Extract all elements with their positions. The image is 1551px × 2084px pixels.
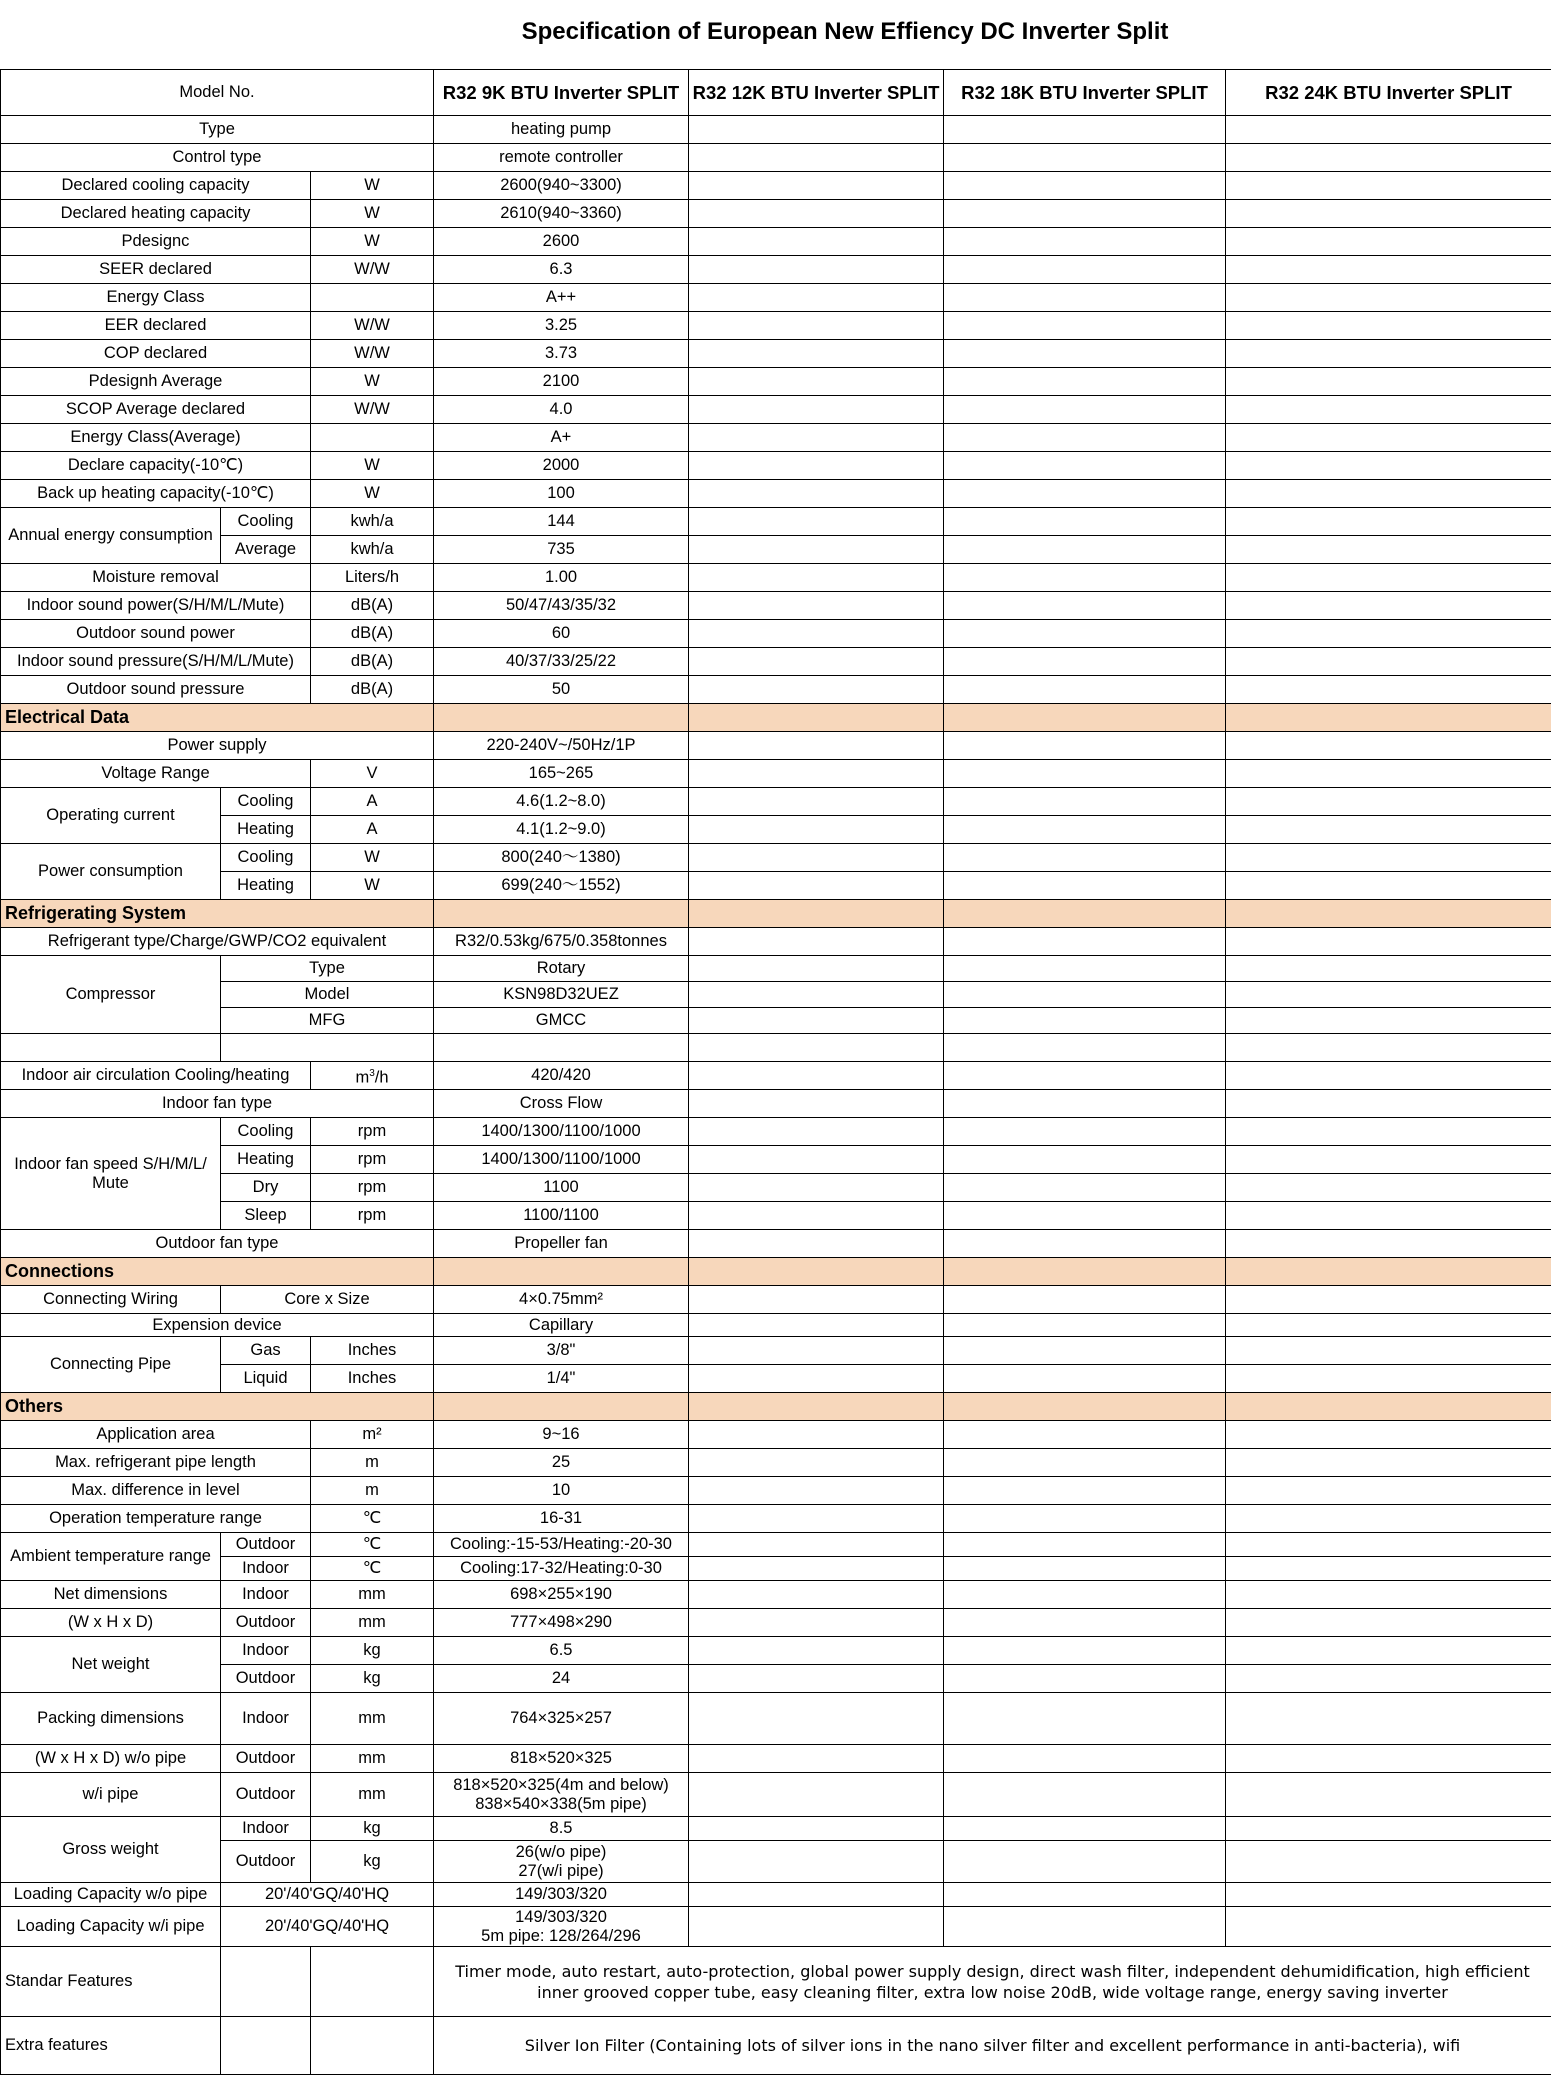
operating-current-unit: A (311, 816, 434, 844)
level-diff-unit: m (311, 1477, 434, 1505)
table-row (1, 1202, 1551, 1230)
table-row (1, 1773, 1551, 1817)
energy-class-avg-label: Energy Class(Average) (1, 424, 311, 452)
compressor-label: Compressor (1, 956, 221, 1034)
table-row (1, 256, 1551, 284)
table-row (1, 1533, 1551, 1557)
op-temp-value: 16-31 (434, 1505, 689, 1533)
section-electrical-label: Electrical Data (1, 704, 434, 732)
fan-speed-label: Indoor fan speed S/H/M/L/ Mute (1, 1118, 221, 1230)
table-row (1, 676, 1551, 704)
table-row (1, 1421, 1551, 1449)
power-supply-label: Power supply (1, 732, 434, 760)
packing-dim-indoor-label: Indoor (221, 1693, 311, 1745)
air-circulation-label: Indoor air circulation Cooling/heating (1, 1062, 311, 1090)
extra-features-text: Silver Ion Filter (Containing lots of silver ions in the nano silver filter and excellent performance in anti-bacteria), wifi (434, 2017, 1551, 2075)
net-weight-indoor-value: 6.5 (434, 1637, 689, 1665)
ambient-indoor-label: Indoor (221, 1557, 311, 1581)
declare-capacity-label: Declare capacity(-10℃) (1, 452, 311, 480)
table-row (1, 816, 1551, 844)
backup-heating-value: 100 (434, 480, 689, 508)
section-refrigerating (1, 900, 1551, 928)
table-row (1, 1745, 1551, 1773)
indoor-fan-type-value: Cross Flow (434, 1090, 689, 1118)
table-row (1, 172, 1551, 200)
power-consumption-cooling-value: 800(240～1380) (434, 844, 689, 872)
table-row (1, 1230, 1551, 1258)
seer-value: 6.3 (434, 256, 689, 284)
pdesignc-unit: W (311, 228, 434, 256)
indoor-sound-power-value: 50/47/43/35/32 (434, 592, 689, 620)
table-row (1, 1609, 1551, 1637)
operating-current-cooling-value: 4.6(1.2~8.0) (434, 788, 689, 816)
table-row (1, 480, 1551, 508)
table-row (1, 648, 1551, 676)
cooling-capacity-label: Declared cooling capacity (1, 172, 311, 200)
gross-weight-label: Gross weight (1, 1817, 221, 1883)
cop-value: 3.73 (434, 340, 689, 368)
refrigerant-value: R32/0.53kg/675/0.358tonnes (434, 928, 689, 956)
wiring-label: Connecting Wiring (1, 1286, 221, 1314)
table-row (1, 760, 1551, 788)
compressor-mfg-value: GMCC (434, 1008, 689, 1034)
table-row (1, 116, 1551, 144)
cooling-capacity-unit: W (311, 172, 434, 200)
outdoor-sound-pressure-label: Outdoor sound pressure (1, 676, 311, 704)
packing-dim-label: Packing dimensions (1, 1693, 221, 1745)
table-row (1, 844, 1551, 872)
operating-current-unit: A (311, 788, 434, 816)
table-row (1, 788, 1551, 816)
operating-current-heating-value: 4.1(1.2~9.0) (434, 816, 689, 844)
outdoor-sound-power-value: 60 (434, 620, 689, 648)
table-row (1, 982, 1551, 1008)
annual-energy-average-label: Average (221, 536, 311, 564)
packing-dim-unit: mm (311, 1693, 434, 1745)
table-row (1, 620, 1551, 648)
loading-wo-sub: 20'/40'GQ/40'HQ (221, 1883, 434, 1907)
pdesignh-unit: W (311, 368, 434, 396)
section-others (1, 1393, 1551, 1421)
fan-speed-sleep-value: 1100/1100 (434, 1202, 689, 1230)
pipe-length-label: Max. refrigerant pipe length (1, 1449, 311, 1477)
table-row (1, 1883, 1551, 1907)
outdoor-sound-power-unit: dB(A) (311, 620, 434, 648)
annual-energy-cooling-value: 144 (434, 508, 689, 536)
compressor-model-label: Model (221, 982, 434, 1008)
fan-speed-cooling-value: 1400/1300/1100/1000 (434, 1118, 689, 1146)
table-row (1, 1477, 1551, 1505)
table-row (1, 1174, 1551, 1202)
spec-table (0, 69, 1551, 2075)
table-row (1, 536, 1551, 564)
scop-value: 4.0 (434, 396, 689, 424)
eer-value: 3.25 (434, 312, 689, 340)
pdesignc-label: Pdesignc (1, 228, 311, 256)
gross-weight-outdoor-label: Outdoor (221, 1841, 311, 1883)
table-row (1, 396, 1551, 424)
control-type-value: remote controller (434, 144, 689, 172)
table-row (1, 872, 1551, 900)
table-row (1, 956, 1551, 982)
operating-current-cooling-label: Cooling (221, 788, 311, 816)
voltage-range-value: 165~265 (434, 760, 689, 788)
table-row (1, 508, 1551, 536)
declare-capacity-unit: W (311, 452, 434, 480)
table-row (1, 1907, 1551, 1947)
table-row (1, 340, 1551, 368)
standard-features-label: Standar Features (1, 1947, 221, 2017)
page-title: Specification of European New Effiency DC Inverter Split (521, 18, 1169, 45)
scop-label: SCOP Average declared (1, 396, 311, 424)
loading-wi-label: Loading Capacity w/i pipe (1, 1907, 221, 1947)
net-dim-unit: mm (311, 1609, 434, 1637)
table-row (1, 1557, 1551, 1581)
indoor-sound-pressure-label: Indoor sound pressure(S/H/M/L/Mute) (1, 648, 311, 676)
gross-weight-indoor-label: Indoor (221, 1817, 311, 1841)
energy-class-label: Energy Class (1, 284, 311, 312)
model-12k-header: R32 12K BTU Inverter SPLIT (689, 70, 944, 116)
voltage-range-label: Voltage Range (1, 760, 311, 788)
fan-speed-heating-value: 1400/1300/1100/1000 (434, 1146, 689, 1174)
table-row (1, 1365, 1551, 1393)
table-row (1, 1841, 1551, 1883)
annual-energy-cooling-label: Cooling (221, 508, 311, 536)
application-area-value: 9~16 (434, 1421, 689, 1449)
packing-wi-outdoor-label: Outdoor (221, 1773, 311, 1817)
table-row (1, 1146, 1551, 1174)
net-weight-outdoor-value: 24 (434, 1665, 689, 1693)
model-24k-header: R32 24K BTU Inverter SPLIT (1226, 70, 1551, 116)
pdesignh-value: 2100 (434, 368, 689, 396)
gross-weight-unit: kg (311, 1817, 434, 1841)
net-dim-outdoor-value: 777×498×290 (434, 1609, 689, 1637)
backup-heating-label: Back up heating capacity(-10℃) (1, 480, 311, 508)
application-area-label: Application area (1, 1421, 311, 1449)
power-consumption-heating-label: Heating (221, 872, 311, 900)
declare-capacity-value: 2000 (434, 452, 689, 480)
table-row (1, 928, 1551, 956)
pipe-length-unit: m (311, 1449, 434, 1477)
application-area-unit: m² (311, 1421, 434, 1449)
packing-wo-outdoor-label: Outdoor (221, 1745, 311, 1773)
table-row (1, 1693, 1551, 1745)
net-weight-outdoor-label: Outdoor (221, 1665, 311, 1693)
indoor-sound-power-unit: dB(A) (311, 592, 434, 620)
indoor-sound-power-label: Indoor sound power(S/H/M/L/Mute) (1, 592, 311, 620)
heating-capacity-unit: W (311, 200, 434, 228)
seer-unit: W/W (311, 256, 434, 284)
outdoor-sound-pressure-value: 50 (434, 676, 689, 704)
outdoor-fan-type-value: Propeller fan (434, 1230, 689, 1258)
section-connections-label: Connections (1, 1258, 434, 1286)
table-row (1, 1505, 1551, 1533)
compressor-type-value: Rotary (434, 956, 689, 982)
moisture-value: 1.00 (434, 564, 689, 592)
model-9k-header: R32 9K BTU Inverter SPLIT (434, 70, 689, 116)
table-row (1, 1947, 1551, 2017)
power-consumption-unit: W (311, 872, 434, 900)
operating-current-label: Operating current (1, 788, 221, 844)
power-consumption-heating-value: 699(240～1552) (434, 872, 689, 900)
fan-speed-unit: rpm (311, 1118, 434, 1146)
packing-wi-label: w/i pipe (1, 1773, 221, 1817)
ambient-outdoor-value: Cooling:-15-53/Heating:-20-30 (434, 1533, 689, 1557)
packing-dim-indoor-value: 764×325×257 (434, 1693, 689, 1745)
ambient-label: Ambient temperature range (1, 1533, 221, 1581)
power-consumption-unit: W (311, 844, 434, 872)
packing-wi-value: 818×520×325(4m and below) 838×540×338(5m pipe) (434, 1773, 689, 1817)
op-temp-label: Operation temperature range (1, 1505, 311, 1533)
pipe-gas-label: Gas (221, 1337, 311, 1365)
cop-unit: W/W (311, 340, 434, 368)
net-dim-indoor-label: Indoor (221, 1581, 311, 1609)
table-row (1, 2017, 1551, 2075)
extra-features-label: Extra features (1, 2017, 221, 2075)
power-consumption-label: Power consumption (1, 844, 221, 900)
fan-speed-unit: rpm (311, 1202, 434, 1230)
table-row (1, 1817, 1551, 1841)
op-temp-unit: ℃ (311, 1505, 434, 1533)
section-refrigerating-label: Refrigerating System (1, 900, 434, 928)
table-row (1, 312, 1551, 340)
seer-label: SEER declared (1, 256, 311, 284)
net-dim-unit: mm (311, 1581, 434, 1609)
compressor-type-label: Type (221, 956, 434, 982)
level-diff-label: Max. difference in level (1, 1477, 311, 1505)
table-row (1, 1062, 1551, 1090)
fan-speed-dry-label: Dry (221, 1174, 311, 1202)
standard-features-text: Timer mode, auto restart, auto-protection, global power supply design, direct wash filter, independent dehumidification, high efficient inner grooved copper tube, easy cleaning filter, extra low noise 20dB, wide voltage range, energy saving inverter (434, 1947, 1551, 2017)
moisture-label: Moisture removal (1, 564, 311, 592)
scop-unit: W/W (311, 396, 434, 424)
refrigerant-label: Refrigerant type/Charge/GWP/CO2 equivalent (1, 928, 434, 956)
indoor-fan-type-label: Indoor fan type (1, 1090, 434, 1118)
table-row (1, 1665, 1551, 1693)
cooling-capacity-value: 2600(940~3300) (434, 172, 689, 200)
gross-weight-outdoor-value: 26(w/o pipe) 27(w/i pipe) (434, 1841, 689, 1883)
packing-wo-value: 818×520×325 (434, 1745, 689, 1773)
control-type-label: Control type (1, 144, 434, 172)
net-dim-whd-label: (W x H x D) (1, 1609, 221, 1637)
fan-speed-unit: rpm (311, 1174, 434, 1202)
table-row (1, 1337, 1551, 1365)
loading-wi-value: 149/303/320 5m pipe: 128/264/296 (434, 1907, 689, 1947)
table-row (1, 424, 1551, 452)
level-diff-value: 10 (434, 1477, 689, 1505)
section-others-label: Others (1, 1393, 434, 1421)
cop-label: COP declared (1, 340, 311, 368)
net-weight-unit: kg (311, 1665, 434, 1693)
net-weight-unit: kg (311, 1637, 434, 1665)
pipe-liquid-value: 1/4" (434, 1365, 689, 1393)
annual-energy-average-value: 735 (434, 536, 689, 564)
table-row (1, 1581, 1551, 1609)
table-row (1, 1314, 1551, 1337)
pipe-length-value: 25 (434, 1449, 689, 1477)
table-row (1, 284, 1551, 312)
packing-dim-unit: mm (311, 1745, 434, 1773)
net-dim-outdoor-label: Outdoor (221, 1609, 311, 1637)
table-row (1, 452, 1551, 480)
moisture-unit: Liters/h (311, 564, 434, 592)
air-circulation-value: 420/420 (434, 1062, 689, 1090)
ambient-unit: ℃ (311, 1557, 434, 1581)
power-supply-value: 220-240V~/50Hz/1P (434, 732, 689, 760)
backup-heating-unit: W (311, 480, 434, 508)
table-row (1, 368, 1551, 396)
table-row (1, 732, 1551, 760)
type-value: heating pump (434, 116, 689, 144)
gross-weight-indoor-value: 8.5 (434, 1817, 689, 1841)
section-electrical (1, 704, 1551, 732)
fan-speed-dry-value: 1100 (434, 1174, 689, 1202)
fan-speed-cooling-label: Cooling (221, 1118, 311, 1146)
loading-wo-value: 149/303/320 (434, 1883, 689, 1907)
fan-speed-heating-label: Heating (221, 1146, 311, 1174)
annual-energy-cooling-unit: kwh/a (311, 508, 434, 536)
net-weight-label: Net weight (1, 1637, 221, 1693)
table-row (1, 1449, 1551, 1477)
pipe-gas-value: 3/8" (434, 1337, 689, 1365)
power-consumption-cooling-label: Cooling (221, 844, 311, 872)
wiring-sub: Core x Size (221, 1286, 434, 1314)
heating-capacity-label: Declared heating capacity (1, 200, 311, 228)
annual-energy-average-unit: kwh/a (311, 536, 434, 564)
pipe-unit: Inches (311, 1337, 434, 1365)
outdoor-sound-pressure-unit: dB(A) (311, 676, 434, 704)
ambient-unit: ℃ (311, 1533, 434, 1557)
eer-unit: W/W (311, 312, 434, 340)
table-row (1, 1637, 1551, 1665)
indoor-sound-pressure-value: 40/37/33/25/22 (434, 648, 689, 676)
heating-capacity-value: 2610(940~3360) (434, 200, 689, 228)
table-row (1, 144, 1551, 172)
section-connections (1, 1258, 1551, 1286)
energy-class-avg-value: A+ (434, 424, 689, 452)
loading-wo-label: Loading Capacity w/o pipe (1, 1883, 221, 1907)
net-dim-label: Net dimensions (1, 1581, 221, 1609)
ambient-indoor-value: Cooling:17-32/Heating:0-30 (434, 1557, 689, 1581)
table-row-blank (1, 1034, 1551, 1062)
energy-class-value: A++ (434, 284, 689, 312)
operating-current-heating-label: Heating (221, 816, 311, 844)
model-no-header: Model No. (1, 70, 434, 116)
expansion-label: Expension device (1, 1314, 434, 1337)
type-label: Type (1, 116, 434, 144)
table-row (1, 1118, 1551, 1146)
compressor-model-value: KSN98D32UEZ (434, 982, 689, 1008)
table-row (1, 1090, 1551, 1118)
table-row (1, 228, 1551, 256)
outdoor-fan-type-label: Outdoor fan type (1, 1230, 434, 1258)
pipe-label: Connecting Pipe (1, 1337, 221, 1393)
pipe-liquid-label: Liquid (221, 1365, 311, 1393)
gross-weight-unit: kg (311, 1841, 434, 1883)
model-18k-header: R32 18K BTU Inverter SPLIT (944, 70, 1226, 116)
pipe-unit: Inches (311, 1365, 434, 1393)
indoor-sound-pressure-unit: dB(A) (311, 648, 434, 676)
pdesignc-value: 2600 (434, 228, 689, 256)
voltage-range-unit: V (311, 760, 434, 788)
net-weight-indoor-label: Indoor (221, 1637, 311, 1665)
loading-wi-sub: 20'/40'GQ/40'HQ (221, 1907, 434, 1947)
table-row (1, 564, 1551, 592)
net-dim-indoor-value: 698×255×190 (434, 1581, 689, 1609)
table-row (1, 592, 1551, 620)
eer-label: EER declared (1, 312, 311, 340)
air-circulation-unit: $m^3/h$ (311, 1062, 434, 1090)
packing-wo-label: (W x H x D) w/o pipe (1, 1745, 221, 1773)
packing-dim-unit: mm (311, 1773, 434, 1817)
header-row (1, 70, 1551, 116)
table-row (1, 1286, 1551, 1314)
compressor-mfg-label: MFG (221, 1008, 434, 1034)
table-row (1, 200, 1551, 228)
pdesignh-label: Pdesignh Average (1, 368, 311, 396)
annual-energy-label: Annual energy consumption (1, 508, 221, 564)
fan-speed-sleep-label: Sleep (221, 1202, 311, 1230)
fan-speed-unit: rpm (311, 1146, 434, 1174)
wiring-value: 4×0.75mm² (434, 1286, 689, 1314)
ambient-outdoor-label: Outdoor (221, 1533, 311, 1557)
table-row (1, 1008, 1551, 1034)
expansion-value: Capillary (434, 1314, 689, 1337)
outdoor-sound-power-label: Outdoor sound power (1, 620, 311, 648)
